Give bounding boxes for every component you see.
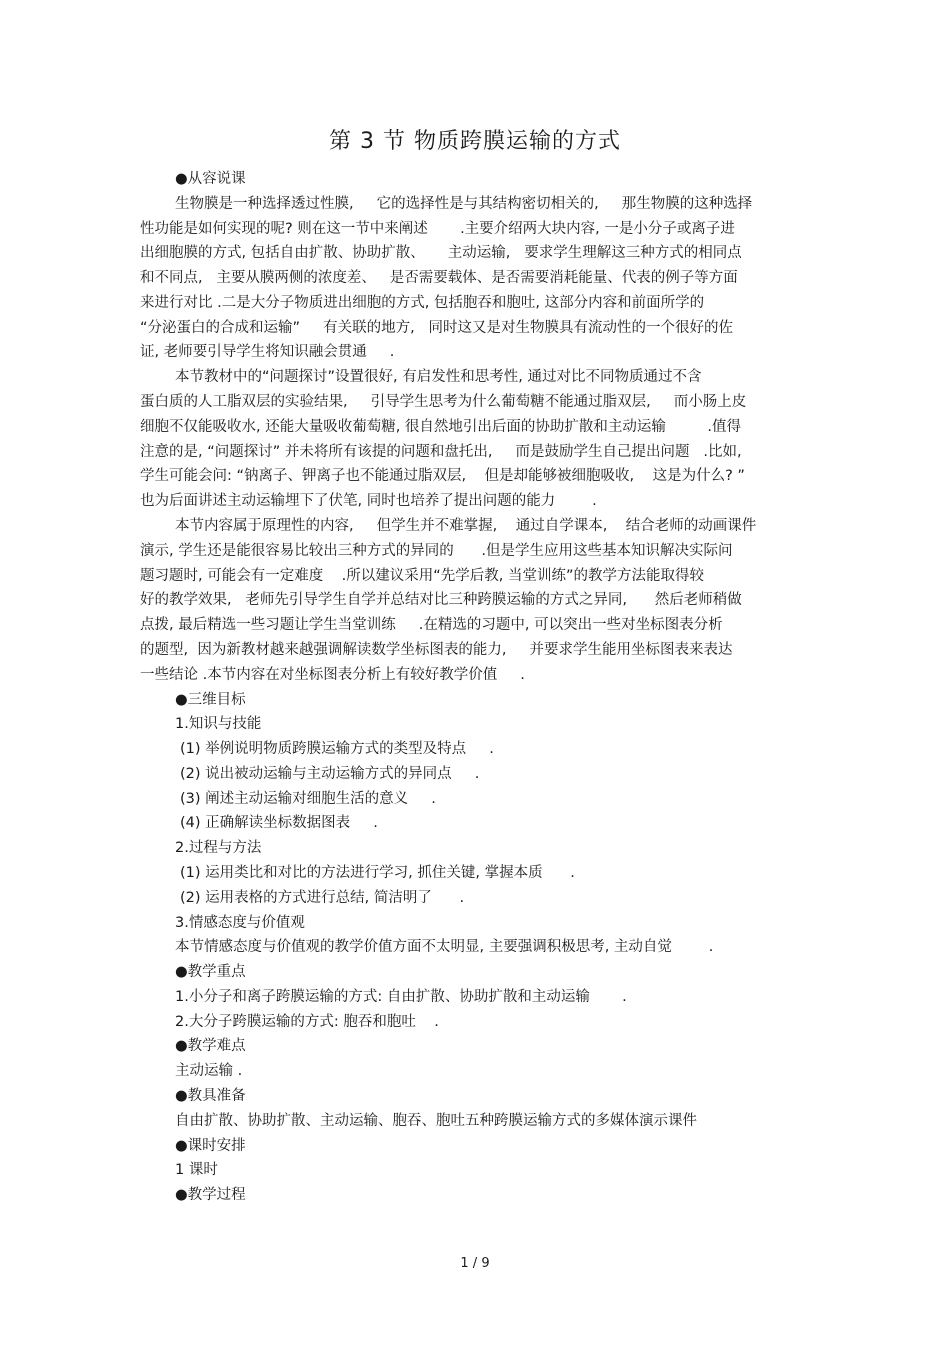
paragraph-line: 注意的是, “问题探讨” 并未将所有该提的问题和盘托出, 而是鼓励学生自己提出问题 .比如, [140, 444, 742, 460]
section-heading: ●教学难点 [175, 1038, 246, 1054]
paragraph-line: 本节教材中的“问题探讨”设置很好, 有启发性和思考性, 通过对比不同物质通过不含 [175, 369, 702, 385]
paragraph-line: 性功能是如何实现的呢? 则在这一节中来阐述 .主要介绍两大块内容, 一是小分子或离子进 [140, 221, 735, 237]
paragraph-line: 自由扩散、协助扩散、主动运输、胞吞、胞吐五种跨膜运输方式的多媒体演示课件 [175, 1113, 697, 1129]
paragraph-line: 证, 老师要引导学生将知识融会贯通 . [140, 344, 395, 360]
paragraph-line: 1 课时 [175, 1162, 218, 1178]
paragraph-line: 点拨, 最后精选一些习题让学生当堂训练 .在精选的习题中, 可以突出一些对坐标图表分析 [140, 617, 723, 633]
paragraph-line: 题习题时, 可能会有一定难度 .所以建议采用“先学后教, 当堂训练”的教学方法能取得较 [140, 568, 705, 584]
paragraph-line: 细胞不仅能吸收水, 还能大量吸收葡萄糖, 很自然地引出后面的协助扩散和主动运输 .值得 [140, 419, 742, 435]
paragraph-line: 好的教学效果, 老师先引导学生自学并总结对比三种跨膜运输的方式之异同, 然后老师稍做 [140, 592, 742, 608]
list-item: (1) 举例说明物质跨膜运输方式的类型及特点 . [180, 741, 494, 757]
paragraph-line: 来进行对比 .二是大分子物质进出细胞的方式, 包括胞吞和胞吐, 这部分内容和前面所学的 [140, 295, 705, 311]
paragraph-line: 生物膜是一种选择透过性膜, 它的选择性是与其结构密切相关的, 那生物膜的这种选择 [175, 196, 753, 212]
section-heading: ●从容说课 [175, 171, 246, 187]
paragraph-line: 本节内容属于原理性的内容, 但学生并不难掌握, 通过自学课本, 结合老师的动画课件 [175, 518, 757, 534]
paragraph-line: “分泌蛋白的合成和运输” 有关联的地方, 同时这又是对生物膜具有流动性的一个很好的佐 [140, 320, 734, 336]
section-heading: ●教具准备 [175, 1088, 246, 1104]
section-heading: ●课时安排 [175, 1138, 246, 1154]
list-item: (2) 说出被动运输与主动运输方式的异同点 . [180, 766, 480, 782]
list-item: 1.小分子和离子跨膜运输的方式: 自由扩散、协助扩散和主动运输 . [175, 989, 627, 1005]
paragraph-line: 和不同点, 主要从膜两侧的浓度差、 是否需要载体、是否需要消耗能量、代表的例子等方面 [140, 270, 738, 286]
section-heading: ●教学过程 [175, 1187, 246, 1203]
subheading: 3.情感态度与价值观 [175, 915, 305, 931]
paragraph-line: 学生可能会问: “钠离子、钾离子也不能通过脂双层, 但是却能够被细胞吸收, 这是为什么? ” [140, 468, 745, 484]
paragraph-line: 蛋白质的人工脂双层的实验结果, 引导学生思考为什么葡萄糖不能通过脂双层, 而小肠上皮 [140, 394, 747, 410]
page-number: 1 / 9 [460, 1256, 490, 1271]
subheading: 2.过程与方法 [175, 840, 262, 856]
subheading: 1.知识与技能 [175, 716, 262, 732]
paragraph-line: 本节情感态度与价值观的教学价值方面不太明显, 主要强调积极思考, 主动自觉 . [175, 939, 714, 955]
section-heading: ●教学重点 [175, 964, 246, 980]
page-title: 第 3 节 物质跨膜运输的方式 [329, 129, 621, 154]
paragraph-line: 一些结论 .本节内容在对坐标图表分析上有较好教学价值 . [140, 667, 525, 683]
list-item: (1) 运用类比和对比的方法进行学习, 抓住关键, 掌握本质 . [180, 865, 575, 881]
list-item: (4) 正确解读坐标数据图表 . [180, 815, 378, 831]
paragraph-line: 主动运输 . [175, 1063, 243, 1079]
list-item: 2.大分子跨膜运输的方式: 胞吞和胞吐 . [175, 1014, 439, 1030]
paragraph-line: 的题型, 因为新教材越来越强调解读数学坐标图表的能力, 并要求学生能用坐标图表来表达 [140, 642, 733, 658]
paragraph-line: 出细胞膜的方式, 包括自由扩散、协助扩散、 主动运输, 要求学生理解这三种方式的相同点 [140, 245, 742, 261]
list-item: (2) 运用表格的方式进行总结, 简洁明了 . [180, 890, 465, 906]
paragraph-line: 也为后面讲述主动运输埋下了伏笔, 同时也培养了提出问题的能力 . [140, 493, 597, 509]
list-item: (3) 阐述主动运输对细胞生活的意义 . [180, 791, 436, 807]
paragraph-line: 演示, 学生还是能很容易比较出三种方式的异同的 .但是学生应用这些基本知识解决实际问 [140, 543, 733, 559]
section-heading: ●三维目标 [175, 692, 246, 708]
